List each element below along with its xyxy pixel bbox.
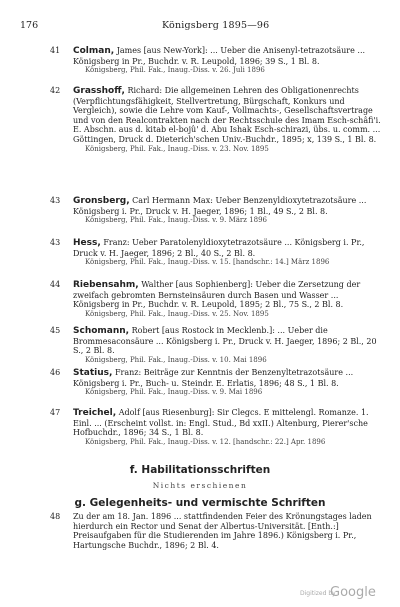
google-logo: Google [330, 585, 376, 600]
entry-description: Richard: Die allgemeinen Lehren des Obligationenrechts (Verpflichtungsfähigkeit, Stellvertretung, Bürgschaft, Konkurs und Vergleich), sowie die Lehre vom Kauf-, Vollmachts-, Gesellschaftsvertrage und von den Realcontrakten nach der Rechtsschule des Imam Esch-schâfi'i. E. Abschn. aus d. kitab el-bojû' d. Abu Ishak Esch-schirazi, übs. u. comm. ... Göttingen, Druck d. Dieterich'schen Univ.-Buchdr., 1895; x, 139 S., 1 Bl. 8. [73, 86, 381, 144]
entry-number: 42 [50, 86, 61, 95]
page-header [20, 20, 380, 34]
entry-number: 43 [50, 238, 61, 247]
section-subtitle: Nichts erschienen [152, 481, 248, 490]
entry-author: Gronsberg, [73, 196, 130, 206]
running-title: Königsberg 1895—96 [162, 20, 270, 31]
entry-number: 47 [50, 408, 61, 417]
entry-number: 45 [50, 326, 61, 335]
entry-author: Riebensahm, [73, 280, 139, 290]
entry-note: Königsberg, Phil. Fak., Inaug.-Diss. v. 15. [handschr.: 14.] März 1896 [85, 258, 330, 267]
entry-number: 43 [50, 196, 61, 205]
bibliography-entry [50, 512, 385, 550]
entry-description: Franz: Beiträge zur Kenntnis der Benzenyltetrazotsäure ... Königsberg i. Pr., Buch- u. Steindr. E. Erlatis, 1896; 48 S., 1 Bl. 8. [73, 368, 354, 388]
entry-number: 48 [50, 512, 61, 521]
entry-author: Statius, [73, 368, 113, 378]
section-heading: f. Habilitationsschriften [129, 464, 271, 476]
entry-author: Hess, [73, 238, 101, 248]
entry-description: Walther [aus Sophienberg]: Ueber die Zersetzung der zweifach gebromten Bernsteinsäuren durch Basen und Wasser ... Königsberg in Pr., Buchdr. v. R. Leupold, 1895; 2 Bl., 75 S., 2 Bl. 8. [73, 280, 361, 310]
entry-note: Königsberg, Phil. Fak., Inaug.-Diss. v. 12. [handschr.: 22.] Apr. 1896 [85, 437, 326, 446]
entry-note: Königsberg, Phil. Fak., Inaug.-Diss. v. 23. Nov. 1895 [85, 144, 269, 153]
bibliography-entry [50, 326, 385, 365]
entry-description: Robert [aus Rostock in Mecklenb.]: ... Ueber die Brommesaconsäure ... Königsberg i. Pr., Druck v. H. Jaeger, 1896; 2 Bl., 20 S., 2 Bl. 8. [73, 326, 377, 356]
watermark-caption: Digitized by [300, 590, 336, 597]
bibliography-entry [50, 46, 385, 76]
entry-author: Grasshoff, [73, 86, 125, 96]
entry-description: Franz: Ueber Paratolenyldioxytetrazotsäure ... Königsberg i. Pr., Druck v. H. Jaeger, 1896; 2 Bl., 40 S., 2 Bl. 8. [73, 238, 365, 258]
entry-author: Schomann, [73, 326, 130, 336]
entry-author: Colman, [73, 46, 115, 56]
entry-note: Königsberg, Phil. Fak., Inaug.-Diss. v. 10. Mai 1896 [85, 355, 267, 364]
page-number: 176 [20, 20, 39, 31]
bibliography-entry [50, 86, 385, 154]
entry-note: Königsberg, Phil. Fak., Inaug.-Diss. v. 9. Mai 1896 [85, 388, 263, 397]
entry-note: Königsberg, Phil. Fak., Inaug.-Diss. v. 9. März 1896 [85, 216, 267, 225]
entry-description: Adolf [aus Riesenburg]: Sir Clegcs. E mittelengl. Romanze. 1. Einl. ... (Erscheint vollst. in: Engl. Stud., Bd xxII.) Altenburg, Pierer'sche Hofbuchdr., 1896; 34 S., 1 Bl. 8. [73, 408, 369, 438]
entry-description: Zu der am 18. Jan. 1896 ... stattfindenden Feier des Krönungstages laden hierdurch ein Rector und Senat der Albertus-Universität. [Enth.:] Preisaufgaben für die Studierenden im Jahre 1896.) Königsberg i. Pr., Hartungsche Buchdr., 1896; 2 Bl. 4. [73, 512, 372, 550]
digitization-watermark [300, 585, 390, 603]
entry-number: 44 [50, 280, 61, 289]
section-heading: g. Gelegenheits- und vermischte Schriften [74, 497, 326, 509]
entry-author: Treichel, [73, 408, 117, 418]
bibliography-entry [50, 238, 385, 268]
bibliography-entry [50, 368, 385, 398]
bibliography-entry [50, 280, 385, 319]
bibliography-entry [50, 196, 385, 226]
entry-number: 46 [50, 368, 61, 377]
entry-description: James [aus New-York]: ... Ueber die Anisenyl-tetrazotsäure ... Königsberg in Pr., Buchdr. v. R. Leupold, 1896; 39 S., 1 Bl. 8. [73, 46, 366, 66]
entry-number: 41 [50, 46, 61, 55]
entry-description: Carl Hermann Max: Ueber Benzenyldioxytetrazotsäure ... Königsberg i. Pr., Druck v. H. Jaeger, 1896; 1 Bl., 49 S., 2 Bl. 8. [73, 196, 367, 216]
entry-note: Königsberg, Phil. Fak., Inaug.-Diss. v. 25. Nov. 1895 [85, 309, 269, 318]
entry-note: Königsberg, Phil. Fak., Inaug.-Diss. v. 26. Juli 1896 [85, 66, 265, 75]
bibliography-entry [50, 408, 385, 447]
